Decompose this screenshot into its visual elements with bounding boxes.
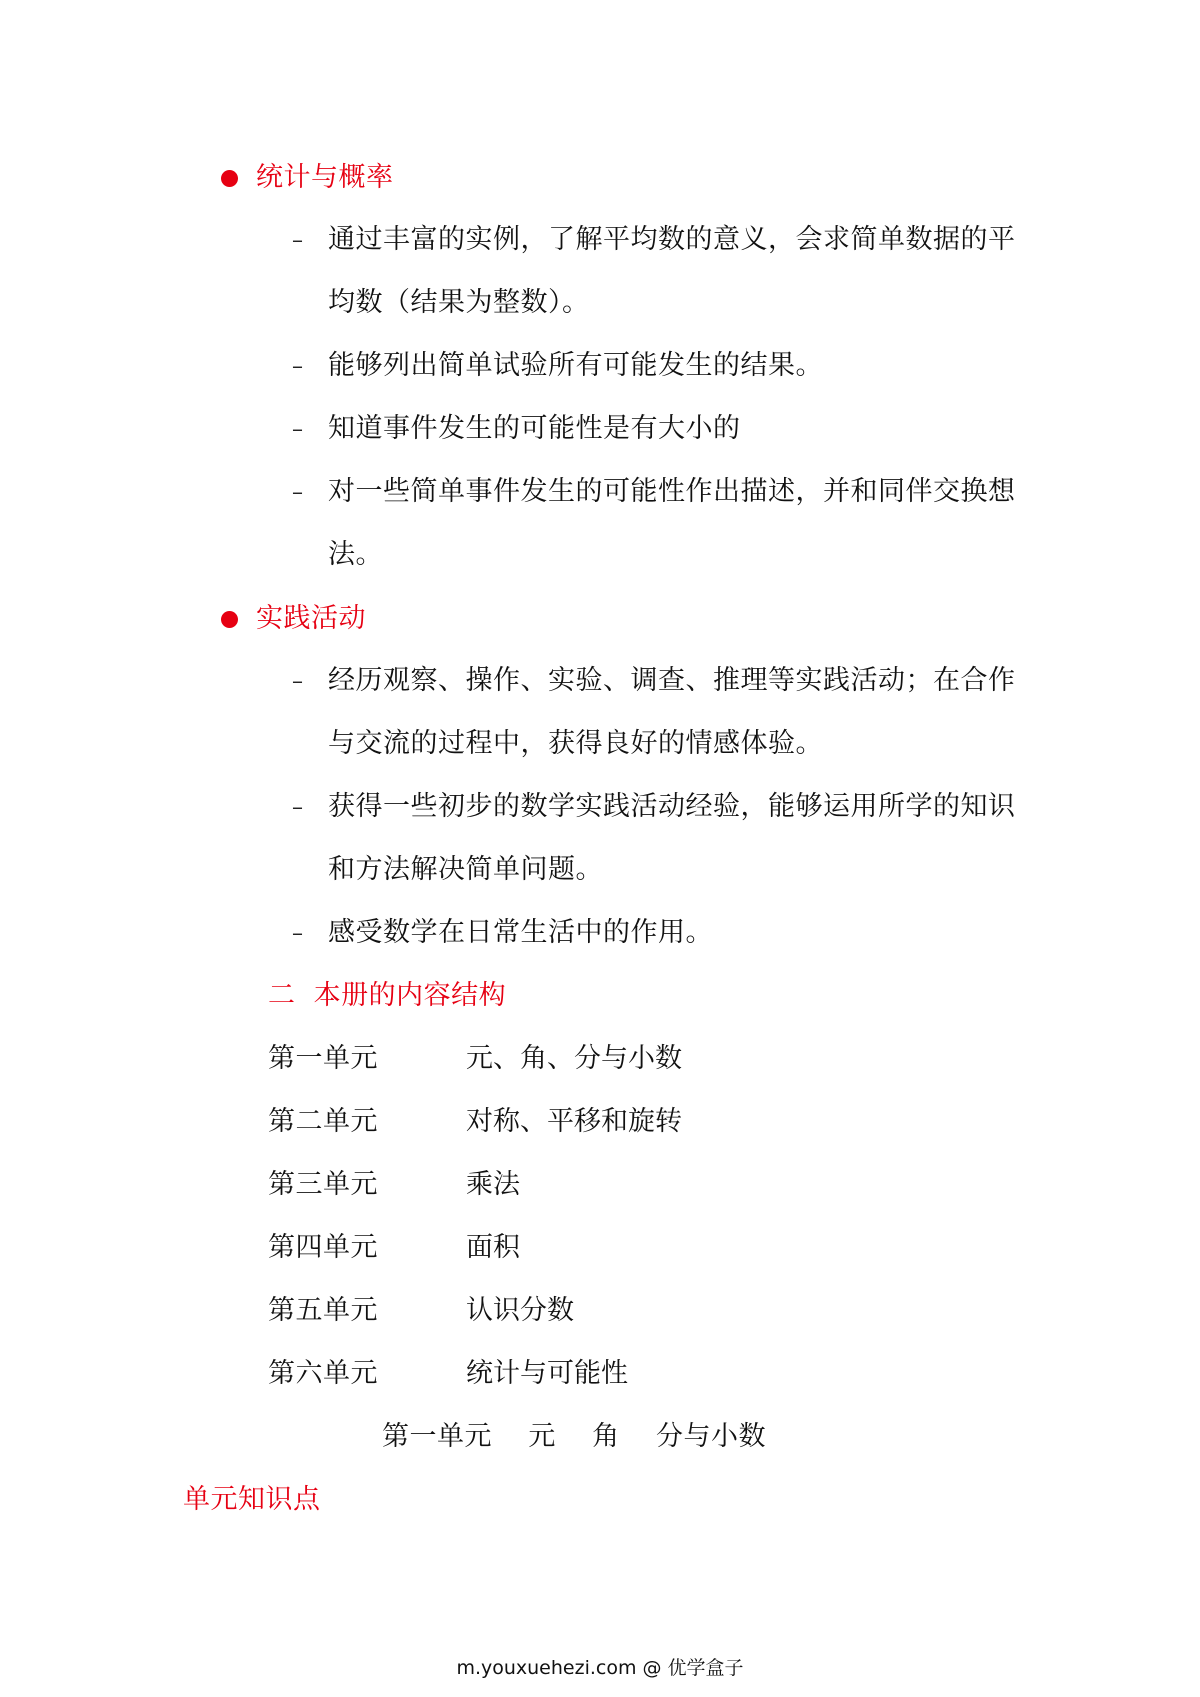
dash-marker: – — [292, 795, 303, 820]
unit-one-title: 第一单元 元 角 分与小数 — [382, 1421, 766, 1452]
unit-name: 对称、平移和旋转 — [466, 1106, 682, 1137]
unit-name: 元、角、分与小数 — [466, 1043, 682, 1074]
unit-label: 第三单元 — [268, 1169, 378, 1200]
list-item-continuation: 法。 — [328, 539, 383, 570]
unit-label: 第五单元 — [268, 1295, 378, 1326]
unit-label: 第一单元 — [268, 1043, 378, 1074]
unit-label: 第二单元 — [268, 1106, 378, 1137]
section-heading-practice: 实践活动 — [256, 603, 366, 634]
dash-marker: – — [292, 354, 303, 379]
list-item: 获得一些初步的数学实践活动经验，能够运用所学的知识 — [328, 791, 1016, 822]
unit-label: 第四单元 — [268, 1232, 378, 1263]
unit-name: 面积 — [466, 1232, 520, 1263]
dash-marker: – — [292, 228, 303, 253]
list-item: 能够列出简单试验所有可能发生的结果。 — [328, 350, 823, 381]
bullet-dot — [221, 170, 238, 187]
section-heading-statistics: 统计与概率 — [256, 162, 394, 193]
unit-name: 认识分数 — [466, 1295, 574, 1326]
dash-marker: – — [292, 480, 303, 505]
list-item-continuation: 与交流的过程中，获得良好的情感体验。 — [328, 728, 823, 759]
list-item: 对一些简单事件发生的可能性作出描述，并和同伴交换想 — [328, 476, 1016, 507]
footer-watermark: m.youxuehezi.com @ 优学盒子 — [456, 1657, 744, 1679]
dash-marker: – — [292, 417, 303, 442]
list-item-continuation: 均数（结果为整数）。 — [328, 287, 590, 318]
unit-name: 统计与可能性 — [466, 1358, 628, 1389]
dash-marker: – — [292, 669, 303, 694]
structure-heading: 二 本册的内容结构 — [268, 980, 507, 1011]
knowledge-heading: 单元知识点 — [183, 1484, 321, 1515]
unit-name: 乘法 — [466, 1169, 520, 1200]
list-item: 感受数学在日常生活中的作用。 — [328, 917, 713, 948]
list-item: 通过丰富的实例，了解平均数的意义，会求简单数据的平 — [328, 224, 1016, 255]
list-item: 经历观察、操作、实验、调查、推理等实践活动；在合作 — [328, 665, 1016, 696]
list-item: 知道事件发生的可能性是有大小的 — [328, 413, 741, 444]
dash-marker: – — [292, 921, 303, 946]
list-item-continuation: 和方法解决简单问题。 — [328, 854, 603, 885]
unit-label: 第六单元 — [268, 1358, 378, 1389]
bullet-dot — [221, 611, 238, 628]
